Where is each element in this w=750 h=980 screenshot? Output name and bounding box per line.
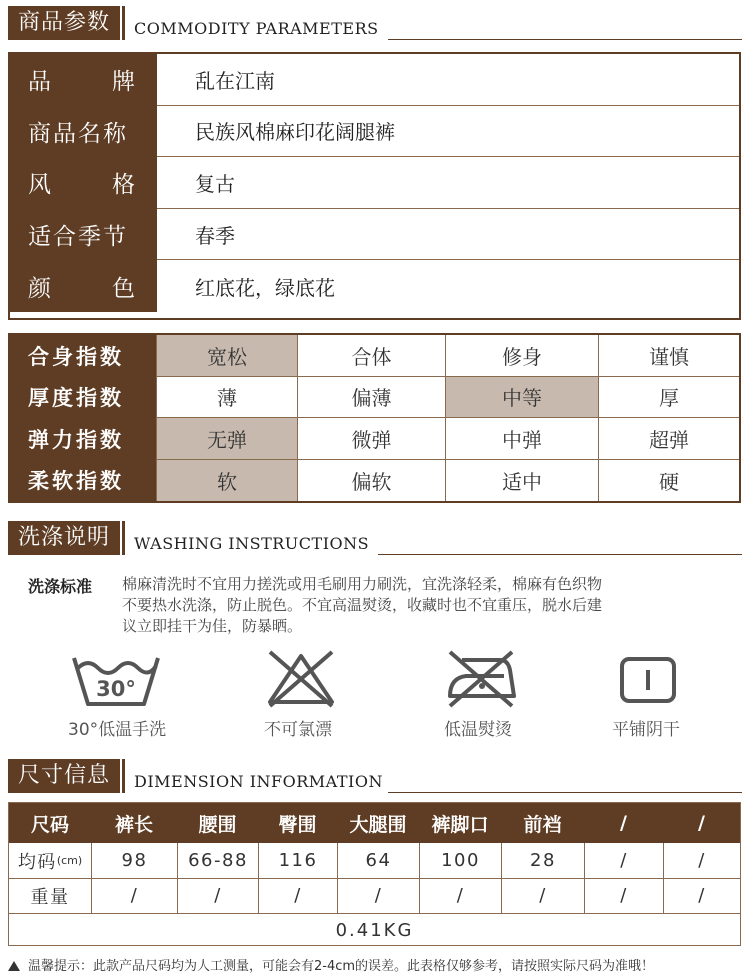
index-option: 中弹 <box>445 418 598 460</box>
param-label: 适合季节 <box>10 209 157 261</box>
index-option: 修身 <box>445 335 598 377</box>
wash-caption: 低温熨烫 <box>444 720 512 740</box>
param-row-style <box>10 157 739 209</box>
dimension-header-cell: 裤长 <box>114 813 153 836</box>
index-row <box>10 418 739 460</box>
low-iron-icon <box>444 648 518 708</box>
section-underline <box>388 39 742 40</box>
fit-index-table <box>8 333 741 503</box>
dimension-cell: / <box>419 878 501 913</box>
index-option: 适中 <box>445 460 598 502</box>
param-value: 复古 <box>157 157 739 209</box>
section-underline <box>388 792 742 793</box>
wash-caption: 平铺阴干 <box>612 720 680 740</box>
wash-standard-label: 洗涤标准 <box>28 577 93 596</box>
section-title-cn: 尺寸信息 <box>8 759 120 793</box>
param-label: 颜 色 <box>10 260 157 312</box>
dimension-cell: 116 <box>258 843 337 878</box>
dimension-header-cell: 大腿围 <box>349 813 407 836</box>
dimension-header-cell: 尺码 <box>30 813 69 836</box>
index-row <box>10 377 739 419</box>
hand-wash-30-icon <box>72 652 160 708</box>
index-option: 薄 <box>156 377 297 419</box>
param-value: 红底花，绿底花 <box>195 275 335 300</box>
section-title-cn: 洗涤说明 <box>8 521 120 555</box>
section-divider <box>122 759 125 793</box>
param-label: 风 格 <box>10 157 157 209</box>
dimension-cell: 66-88 <box>177 843 258 878</box>
param-label: 品 牌 <box>10 54 157 106</box>
svg-text:30°: 30° <box>96 677 136 701</box>
weight-value: 0.41KG <box>335 919 414 941</box>
param-value: 乱在江南 <box>157 54 739 106</box>
index-label: 柔软指数 <box>10 460 156 502</box>
dimension-table <box>8 802 741 946</box>
weight-row <box>9 878 740 914</box>
flat-dry-shade-icon <box>619 656 677 704</box>
index-option: 微弹 <box>297 418 445 460</box>
warning-triangle-icon <box>8 961 20 971</box>
section-title-en: DIMENSION INFORMATION <box>134 772 383 791</box>
index-option: 硬 <box>598 460 739 502</box>
index-option: 中等 <box>445 377 598 419</box>
index-row <box>10 460 739 502</box>
dimension-cell: / <box>337 878 419 913</box>
index-option: 超弹 <box>598 418 739 460</box>
index-option: 偏软 <box>297 460 445 502</box>
index-option: 厚 <box>598 377 739 419</box>
dimension-cell: 64 <box>337 843 419 878</box>
param-row-product-name <box>10 106 739 158</box>
dimension-cell: 98 <box>91 843 177 878</box>
index-option: 无弹 <box>156 418 297 460</box>
section-title-en: WASHING INSTRUCTIONS <box>134 534 370 553</box>
param-row-color <box>10 260 739 312</box>
section-title-en: COMMODITY PARAMETERS <box>134 19 379 38</box>
dimension-information-header <box>8 759 742 793</box>
dimension-header-cell: 前裆 <box>523 813 562 836</box>
dimension-cell: / <box>91 878 177 913</box>
dimension-cell: / <box>584 878 663 913</box>
dimension-header-cell: 裤脚口 <box>431 813 489 836</box>
dimension-cell: 100 <box>419 843 501 878</box>
index-label: 合身指数 <box>10 335 156 377</box>
dimension-cell: 28 <box>501 843 584 878</box>
index-label: 厚度指数 <box>10 377 156 419</box>
index-option: 宽松 <box>156 335 297 377</box>
index-option: 合体 <box>297 335 445 377</box>
index-row <box>10 335 739 377</box>
section-divider <box>122 521 125 555</box>
param-row-brand <box>10 54 739 106</box>
param-value: 民族风棉麻印花阔腿裤 <box>157 106 739 158</box>
param-label: 商品名称 <box>10 106 157 158</box>
wash-standard-text: 棉麻清洗时不宜用力搓洗或用毛刷用力刷洗，宜洗涤轻柔，棉麻有色织物 不要热水洗涤，防止脱色。不宜高温熨烫，收藏时也不宜重压，脱水后建 议立即挂干为佳，防暴晒。 <box>122 575 603 635</box>
row-label: 重量 <box>30 886 70 908</box>
index-option: 软 <box>156 460 297 502</box>
dimension-header-cell: 臀围 <box>278 813 317 836</box>
commodity-parameters-table <box>8 52 741 320</box>
dimension-header-cell: / <box>698 812 705 834</box>
param-row-season <box>10 209 739 261</box>
row-label: 均码 (cm) <box>17 851 83 873</box>
param-value: 春季 <box>157 209 739 261</box>
wash-caption: 30°低温手洗 <box>68 720 167 740</box>
dimension-cell: / <box>177 878 258 913</box>
dimension-cell: / <box>258 878 337 913</box>
index-option: 谨慎 <box>598 335 739 377</box>
index-option: 偏薄 <box>297 377 445 419</box>
section-title-cn: 商品参数 <box>8 6 120 40</box>
size-row <box>9 843 740 879</box>
dimension-cell: / <box>501 878 584 913</box>
dimension-header-cell: 腰围 <box>198 813 237 836</box>
wash-caption: 不可氯漂 <box>264 720 332 740</box>
dimension-cell: / <box>584 843 663 878</box>
no-bleach-icon <box>266 648 336 708</box>
washing-instructions-header <box>8 521 742 555</box>
commodity-parameters-header <box>8 6 742 40</box>
tip-note: 温馨提示：此款产品尺码均为人工测量，可能会有2-4cm的误差。此表格仅够参考，请按照实际尺码为准哦！ <box>8 955 654 974</box>
dimension-cell: / <box>663 843 740 878</box>
dimension-header-cell: / <box>620 812 627 834</box>
dimension-cell: / <box>663 878 740 913</box>
section-divider <box>122 6 125 40</box>
dimension-header-row <box>9 803 740 843</box>
index-label: 弹力指数 <box>10 418 156 460</box>
section-underline <box>378 554 742 555</box>
